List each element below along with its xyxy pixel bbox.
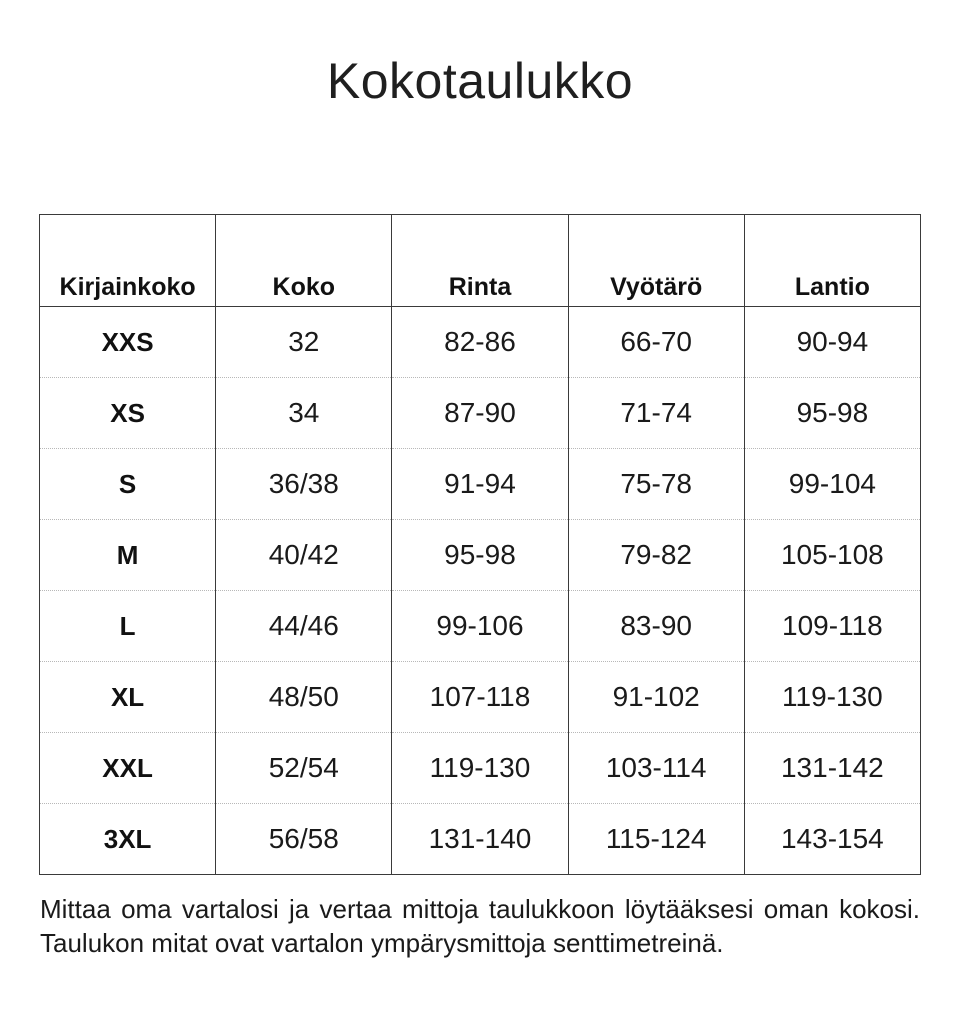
table-header-row xyxy=(40,215,921,307)
cell-hip: 143-154 xyxy=(744,804,920,875)
cell-hip: 131-142 xyxy=(744,733,920,804)
header-chest: Rinta xyxy=(392,215,568,307)
header-size: Koko xyxy=(216,215,392,307)
cell-hip: 95-98 xyxy=(744,378,920,449)
cell-size: 52/54 xyxy=(216,733,392,804)
cell-hip: 90-94 xyxy=(744,307,920,378)
table-row xyxy=(40,662,921,733)
cell-chest: 95-98 xyxy=(392,520,568,591)
cell-letter-size: S xyxy=(40,449,216,520)
cell-size: 56/58 xyxy=(216,804,392,875)
cell-size: 48/50 xyxy=(216,662,392,733)
cell-waist: 83-90 xyxy=(568,591,744,662)
header-waist: Vyötärö xyxy=(568,215,744,307)
cell-waist: 66-70 xyxy=(568,307,744,378)
cell-waist: 71-74 xyxy=(568,378,744,449)
cell-size: 44/46 xyxy=(216,591,392,662)
cell-hip: 99-104 xyxy=(744,449,920,520)
cell-chest: 82-86 xyxy=(392,307,568,378)
cell-size: 40/42 xyxy=(216,520,392,591)
table-row xyxy=(40,520,921,591)
cell-waist: 79-82 xyxy=(568,520,744,591)
cell-letter-size: 3XL xyxy=(40,804,216,875)
cell-size: 32 xyxy=(216,307,392,378)
cell-letter-size: M xyxy=(40,520,216,591)
header-letter-size: Kirjainkoko xyxy=(40,215,216,307)
page-title: Kokotaulukko xyxy=(326,53,634,109)
cell-hip: 109-118 xyxy=(744,591,920,662)
header-hip: Lantio xyxy=(744,215,920,307)
cell-waist: 103-114 xyxy=(568,733,744,804)
cell-chest: 87-90 xyxy=(392,378,568,449)
measurement-note: Mittaa oma vartalosi ja vertaa mittoja taulukkoon löytääksesi oman kokosi. Taulukon mitat ovat vartalon ympärysmittoja senttimetreinä. xyxy=(40,894,920,958)
cell-letter-size: XL xyxy=(40,662,216,733)
cell-chest: 119-130 xyxy=(392,733,568,804)
table-row xyxy=(40,733,921,804)
cell-chest: 131-140 xyxy=(392,804,568,875)
cell-size: 36/38 xyxy=(216,449,392,520)
cell-chest: 99-106 xyxy=(392,591,568,662)
table-row xyxy=(40,307,921,378)
table-row xyxy=(40,804,921,875)
cell-letter-size: XXS xyxy=(101,326,154,357)
cell-waist: 115-124 xyxy=(568,804,744,875)
cell-letter-size: L xyxy=(40,591,216,662)
table-row xyxy=(40,591,921,662)
size-chart-table xyxy=(39,214,921,875)
cell-waist: 91-102 xyxy=(568,662,744,733)
cell-chest: 91-94 xyxy=(392,449,568,520)
table-row xyxy=(40,378,921,449)
cell-size: 34 xyxy=(216,378,392,449)
cell-hip: 119-130 xyxy=(744,662,920,733)
table-row xyxy=(40,449,921,520)
cell-letter-size: XXL xyxy=(40,733,216,804)
cell-waist: 75-78 xyxy=(568,449,744,520)
cell-chest: 107-118 xyxy=(392,662,568,733)
cell-hip: 105-108 xyxy=(744,520,920,591)
cell-letter-size: XS xyxy=(40,378,216,449)
